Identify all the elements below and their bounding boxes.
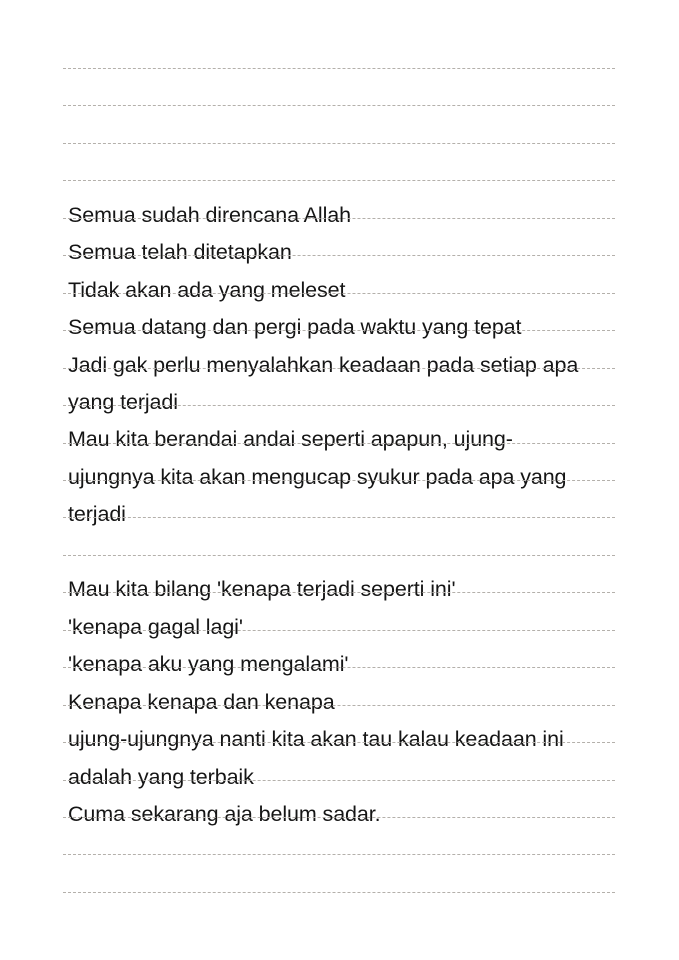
text-line: ujungnya kita akan mengucap syukur pada apa yang [68, 464, 567, 489]
ruled-line [63, 742, 615, 789]
ruled-line [63, 592, 615, 639]
text-line: terjadi [68, 502, 126, 527]
text-line: Cuma sekarang aja belum sadar. [68, 801, 381, 826]
ruled-line [63, 780, 615, 826]
text-line: 'kenapa gagal lagi' [68, 614, 243, 639]
text-line: Jadi gak perlu menyalahkan keadaan pada setiap apa [68, 352, 579, 377]
ruled-line [63, 517, 615, 554]
ruled-line [63, 368, 615, 415]
ruled-line [63, 255, 615, 302]
ruled-line [63, 143, 615, 180]
ruled-line [63, 854, 615, 891]
text-line: Mau kita berandai andai seperti apapun, ujung- [68, 427, 513, 452]
ruled-line [63, 180, 615, 227]
ruled-line [63, 293, 615, 340]
ruled-line [63, 68, 615, 105]
ruled-line [63, 480, 615, 527]
text-line: Mau kita bilang 'kenapa terjadi seperti ini' [68, 577, 456, 602]
ruled-line [63, 630, 615, 677]
text-line: Kenapa kenapa dan kenapa [68, 689, 335, 714]
text-line: Semua telah ditetapkan [68, 240, 292, 265]
ruled-line [63, 330, 615, 377]
ruled-line [63, 555, 615, 602]
ruled-line [63, 705, 615, 752]
text-line: 'kenapa aku yang mengalami' [68, 652, 349, 677]
text-line: Semua datang dan pergi pada waktu yang tepat [68, 315, 522, 340]
ruled-line-bottom [63, 892, 615, 893]
ruled-line [63, 817, 615, 854]
text-line: Semua sudah direncana Allah [68, 202, 351, 227]
text-line: adalah yang terbaik [68, 764, 254, 789]
text-line: yang terjadi [68, 390, 178, 415]
ruled-line [63, 443, 615, 489]
ruled-line [63, 405, 615, 452]
ruled-line [63, 667, 615, 714]
text-line: Tidak akan ada yang meleset [68, 277, 346, 302]
ruled-line [63, 218, 615, 265]
ruled-line [63, 105, 615, 142]
text-line: ujung-ujungnya nanti kita akan tau kalau keadaan ini [68, 727, 564, 752]
